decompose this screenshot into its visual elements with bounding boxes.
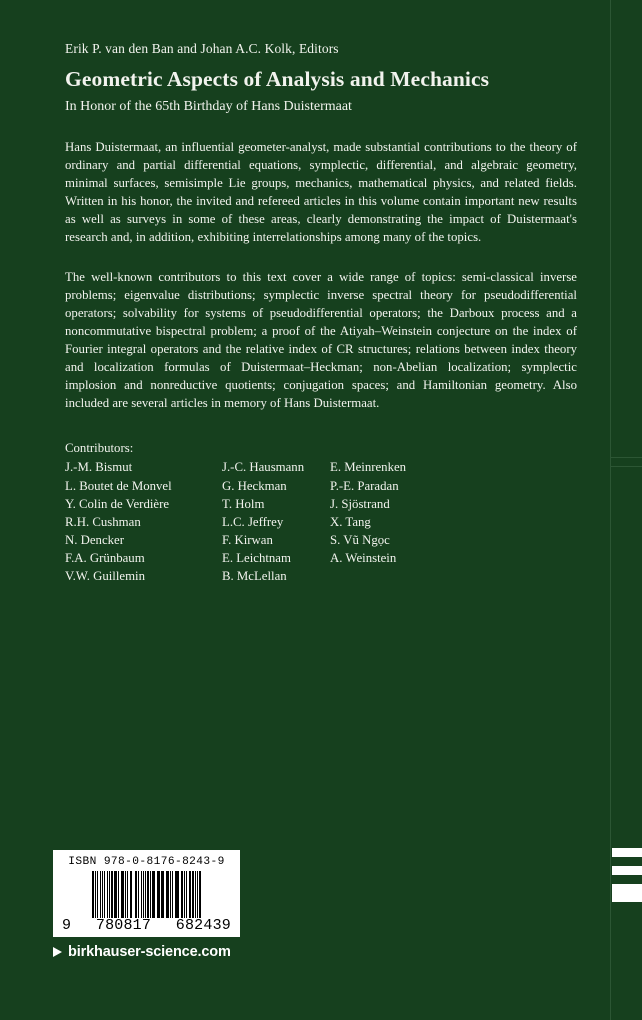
contributors-columns: [65, 458, 577, 585]
flap-horizontal-rule-bottom: [611, 466, 642, 467]
barcode-bars: [60, 871, 233, 918]
publisher-website-label: birkhauser-science.com: [68, 944, 231, 960]
flap-horizontal-rule-top: [611, 457, 642, 458]
book-subtitle: In Honor of the 65th Birthday of Hans Duistermaat: [65, 99, 352, 114]
contributor-name: G. Heckman: [222, 478, 287, 493]
contributors-column-3: [330, 458, 470, 585]
isbn-barcode-card: [53, 850, 240, 937]
contributor-name: F. Kirwan: [222, 532, 273, 547]
isbn-label: ISBN 978-0-8176-8243-9: [68, 856, 225, 868]
barcode-digit-group-1: 780817: [95, 917, 152, 934]
cover-text-column: [65, 0, 577, 585]
publisher-website[interactable]: [53, 944, 240, 960]
contributor-name: L.C. Jeffrey: [222, 514, 284, 529]
cover-right-flap: [610, 0, 642, 1020]
contributor-name: J. Sjöstrand: [330, 496, 390, 511]
contributor-name: P.-E. Paradan: [330, 478, 399, 493]
barcode-digit-group-2: 682439: [175, 917, 231, 934]
contributors-heading: Contributors:: [65, 441, 134, 456]
contributor-name: F.A. Grünbaum: [65, 550, 145, 565]
contributors-column-1: [65, 458, 222, 585]
contributor-name: J.-M. Bismut: [65, 460, 133, 475]
contributor-name: R.H. Cushman: [65, 514, 141, 529]
contributor-name: A. Weinstein: [330, 550, 397, 565]
flap-vertical-rule: [610, 0, 611, 1020]
contributor-name: E. Leichtnam: [222, 550, 291, 565]
contributor-name: S. Vũ Ngọc: [330, 532, 390, 547]
editors-line: Erik P. van den Ban and Johan A.C. Kolk, Editors: [65, 41, 339, 56]
contributor-name: L. Boutet de Monvel: [65, 478, 172, 493]
blurb-paragraph-1: Hans Duistermaat, an influential geometer-analyst, made substantial contributions to the theory of ordinary and partial differential equations, symplectic, differential, and algebraic geometry, minimal surfaces, semisimple Lie groups, mechanics, mathematical physics, and related fields. Written in his honor, the invited and refereed articles in this volume contain important new results as well as surveys in some of these areas, clearly demonstrating the impact of Duistermaat's research and, in addition, exhibiting interrelationships among many of the topics.: [65, 140, 577, 245]
contributor-name: J.-C. Hausmann: [222, 460, 305, 475]
book-title: Geometric Aspects of Analysis and Mechanics: [65, 67, 490, 91]
contributor-name: Y. Colin de Verdière: [65, 496, 170, 511]
contributor-name: V.W. Guillemin: [65, 568, 145, 583]
contributor-name: B. McLellan: [222, 568, 287, 583]
play-triangle-icon: [53, 947, 62, 957]
flap-white-bar-2: [612, 866, 642, 875]
barcode-digits: [60, 917, 233, 934]
contributor-name: N. Dencker: [65, 532, 124, 547]
contributors-column-2: [222, 458, 330, 585]
blurb-paragraph-2: The well-known contributors to this text cover a wide range of topics: semi-classical inverse problems; eigenvalue distributions; symplectic inverse spectral theory for pseudodifferential operators; solvability for systems of pseudodifferential operators; the Darboux process and a noncommutative bispectral problem; a proof of the Atiyah–Weinstein conjecture on the index of Fourier integral operators and the relative index of CR structures; relations between index theory and localization formulas of Duistermaat–Heckman; non-Abelian localization; symplectic implosion and nonreductive quotients; conjugation spaces; and Hamiltonian geometry. Also included are several articles in memory of Hans Duistermaat.: [65, 269, 577, 411]
barcode-block: [53, 850, 240, 960]
contributor-name: T. Holm: [222, 496, 265, 511]
contributor-name: X. Tang: [330, 514, 371, 529]
barcode-digit-leading: 9: [62, 917, 72, 934]
contributor-name: E. Meinrenken: [330, 460, 407, 475]
flap-white-bar-3: [612, 884, 642, 902]
flap-white-bar-1: [612, 848, 642, 857]
